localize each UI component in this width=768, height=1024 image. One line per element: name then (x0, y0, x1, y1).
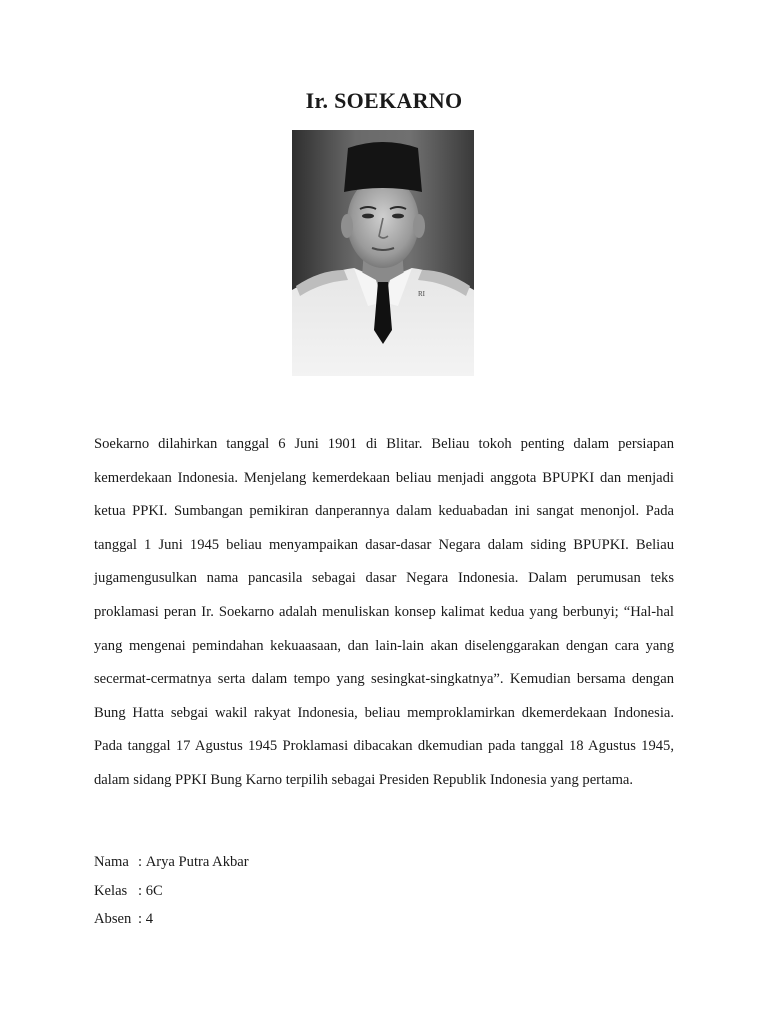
biography-paragraph (94, 428, 674, 798)
nama-value: Arya Putra Akbar (145, 854, 249, 870)
absen-label: Absen (94, 911, 132, 927)
page-title: Ir. SOEKARNO (305, 88, 463, 113)
svg-text:RI: RI (418, 290, 425, 298)
portrait-photo (292, 130, 474, 376)
kelas-value: 6C (145, 882, 163, 899)
kelas-label: Kelas (94, 882, 128, 899)
info-row-nama (94, 848, 249, 877)
absen-value: 4 (145, 911, 153, 927)
absen-separator: : (138, 911, 146, 927)
info-row-absen (94, 905, 249, 934)
info-row-kelas (94, 877, 249, 906)
nama-separator: : (138, 854, 146, 870)
nama-label: Nama (94, 854, 129, 870)
kelas-separator: : (138, 882, 146, 899)
biography-text: Soekarno dilahirkan tanggal 6 Juni 1901 di Blitar. Beliau tokoh penting dalam persiapan kemerdekaan Indonesia. Menjelang kemerdekaan beliau menjadi anggota BPUPKI dan menjadi ketua PPKI. Sumbangan pemikiran danperannya dalam keduabadan ini sangat menonjol. Pada tanggal 1 Juni 1945 beliau menyampaikan dasar-dasar Negara dalam siding BPUPKI. Beliau jugamengusulkan nama pancasila sebagai dasar Negara Indonesia. Dalam perumusan teks proklamasi peran Ir. Soekarno adalah menuliskan konsep kalimat kedua yang berbunyi; “Hal-hal yang mengenai pemindahan kekuaasaan, dan lain-lain akan diselenggarakan dengan cara yang secermat-cermatnya serta dalam tempo yang sesingkat-singkatnya”. Kemudian bersama dengan Bung Hatta sebgai wakil rakyat Indonesia, beliau memproklamirkan dkemerdekaan Indonesia. Pada tanggal 17 Agustus 1945 Proklamasi dibacakan dkemudian pada tanggal 18 Agustus 1945, dalam sidang PPKI Bung Karno terpilih sebagai Presiden Republik Indonesia yang pertama. (94, 436, 674, 788)
student-info (94, 848, 249, 934)
